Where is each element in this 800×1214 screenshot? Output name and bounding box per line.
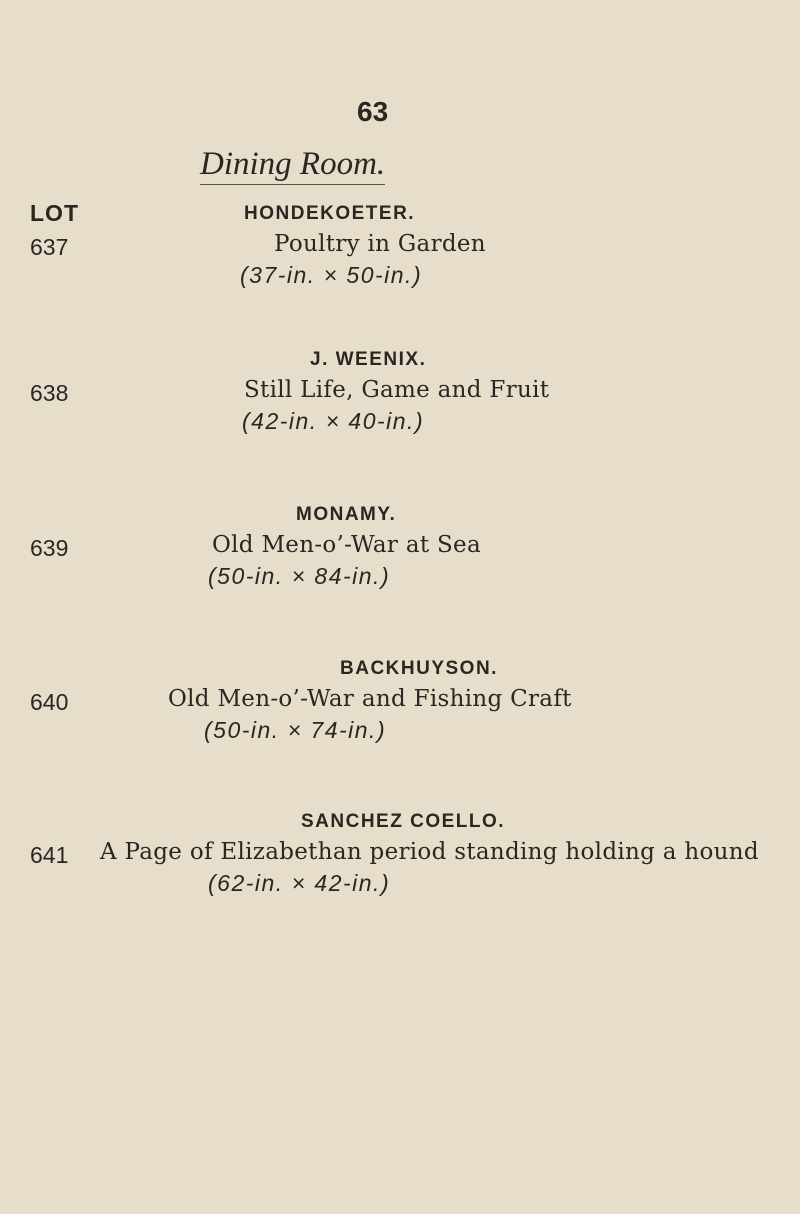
lot-number: 639 [30,535,69,561]
artist-name: MONAMY. [296,504,397,525]
lot-title: Old Men-o’-War and Fishing Craft [168,686,572,712]
artist-name: HONDEKOETER. [244,203,416,224]
lot-column-header: LOT [30,200,79,226]
lot-title: Still Life, Game and Fruit [244,377,550,403]
lot-number: 637 [30,234,69,260]
lot-number: 640 [30,689,69,715]
lot-dimensions: (50-in. × 74-in.) [204,717,387,743]
artist-name: J. WEENIX. [310,349,427,370]
artist-name: BACKHUYSON. [340,658,498,679]
lot-title: A Page of Elizabethan period standing holding a hound [100,839,759,865]
lot-number: 638 [30,380,69,406]
lot-dimensions: (62-in. × 42-in.) [208,870,391,896]
lot-title: Poultry in Garden [274,231,486,257]
lot-title: Old Men-o’-War at Sea [212,532,481,558]
lot-number: 641 [30,842,69,868]
artist-name: SANCHEZ COELLO. [301,811,506,832]
lot-dimensions: (37-in. × 50-in.) [240,262,423,288]
section-title: Dining Room. [200,146,385,185]
page-number: 63 [357,96,389,127]
lot-dimensions: (50-in. × 84-in.) [208,563,391,589]
lot-dimensions: (42-in. × 40-in.) [242,408,425,434]
